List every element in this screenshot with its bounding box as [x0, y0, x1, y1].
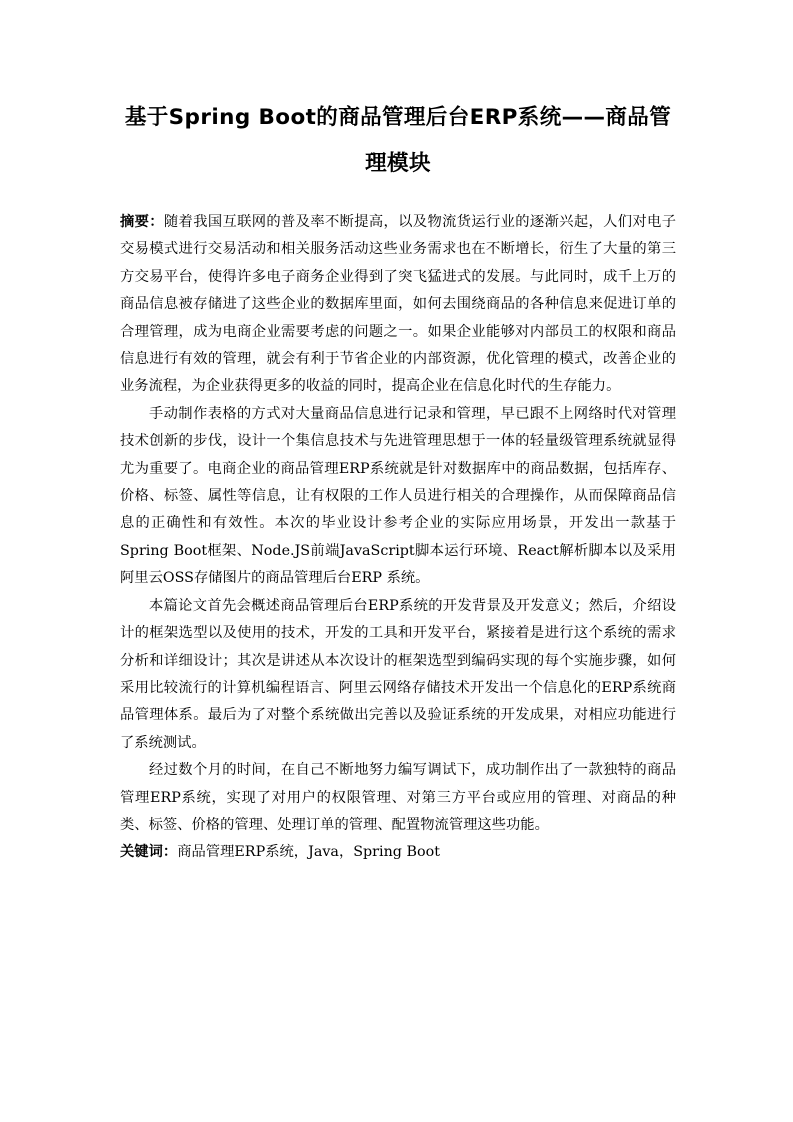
keywords-label: 关键词： [120, 844, 178, 861]
abstract-text: 随着我国互联网的普及率不断提高，以及物流货运行业的逐渐兴起，人们对电子交易模式进行交易活动和相关服务活动这些业务需求也在不断增长，衍生了大量的第三方交易平台，使得许多电子商务企业得到了突飞猛进式的发展。与此同时，成千上万的商品信息被存储进了这些企业的数据库里面，如何去围绕商品的各种信息来促进订单的合理管理，成为电商企业需要考虑的问题之一。如果企业能够对内部员工的权限和商品信息进行有效的管理，就会有利于节省企业的内部资源，优化管理的模式，改善企业的业务流程，为企业获得更多的收益的同时，提高企业在信息化时代的生存能力。 [120, 214, 676, 395]
keywords-text: 商品管理ERP系统，Java，Spring Boot [177, 844, 440, 861]
abstract-paragraph-2: 手动制作表格的方式对大量商品信息进行记录和管理，早已跟不上网络时代对管理技术创新的步伐，设计一个集信息技术与先进管理思想于一体的轻量级管理系统就显得尤为重要了。电商企业的商品管理ERP系统就是针对数据库中的商品数据，包括库存、价格、标签、属性等信息，让有权限的工作人员进行相关的合理操作，从而保障商品信息的正确性和有效性。本次的毕业设计参考企业的实际应用场景，开发出一款基于Spring Boot框架、Node.JS前端JavaScript脚本运行环境、React解析脚本以及采用阿里云OSS存储图片的商品管理后台ERP 系统。 [120, 405, 676, 587]
abstract-label: 摘要： [120, 214, 164, 230]
abstract-section [120, 209, 676, 867]
abstract-paragraph-1 [120, 209, 676, 401]
abstract-paragraph-4: 经过数个月的时间，在自己不断地努力编写调试下，成功制作出了一款独特的商品管理ERP系统，实现了对用户的权限管理、对第三方平台或应用的管理、对商品的种类、标签、价格的管理、处理订单的管理、配置物流管理这些功能。 [120, 762, 676, 833]
document-title: 基于Spring Boot的商品管理后台ERP系统——商品管理模块 [124, 105, 672, 176]
keywords-line [120, 839, 676, 866]
abstract-paragraph-3: 本篇论文首先会概述商品管理后台ERP系统的开发背景及开发意义；然后，介绍设计的框架选型以及使用的技术，开发的工具和开发平台，紧接着是进行这个系统的需求分析和详细设计；其次是讲述从本次设计的框架选型到编码实现的每个实施步骤，如何采用比较流行的计算机编程语言、阿里云网络存储技术开发出一个信息化的ERP系统商品管理体系。最后为了对整个系统做出完善以及验证系统的开发成果，对相应功能进行了系统测试。 [120, 597, 676, 751]
